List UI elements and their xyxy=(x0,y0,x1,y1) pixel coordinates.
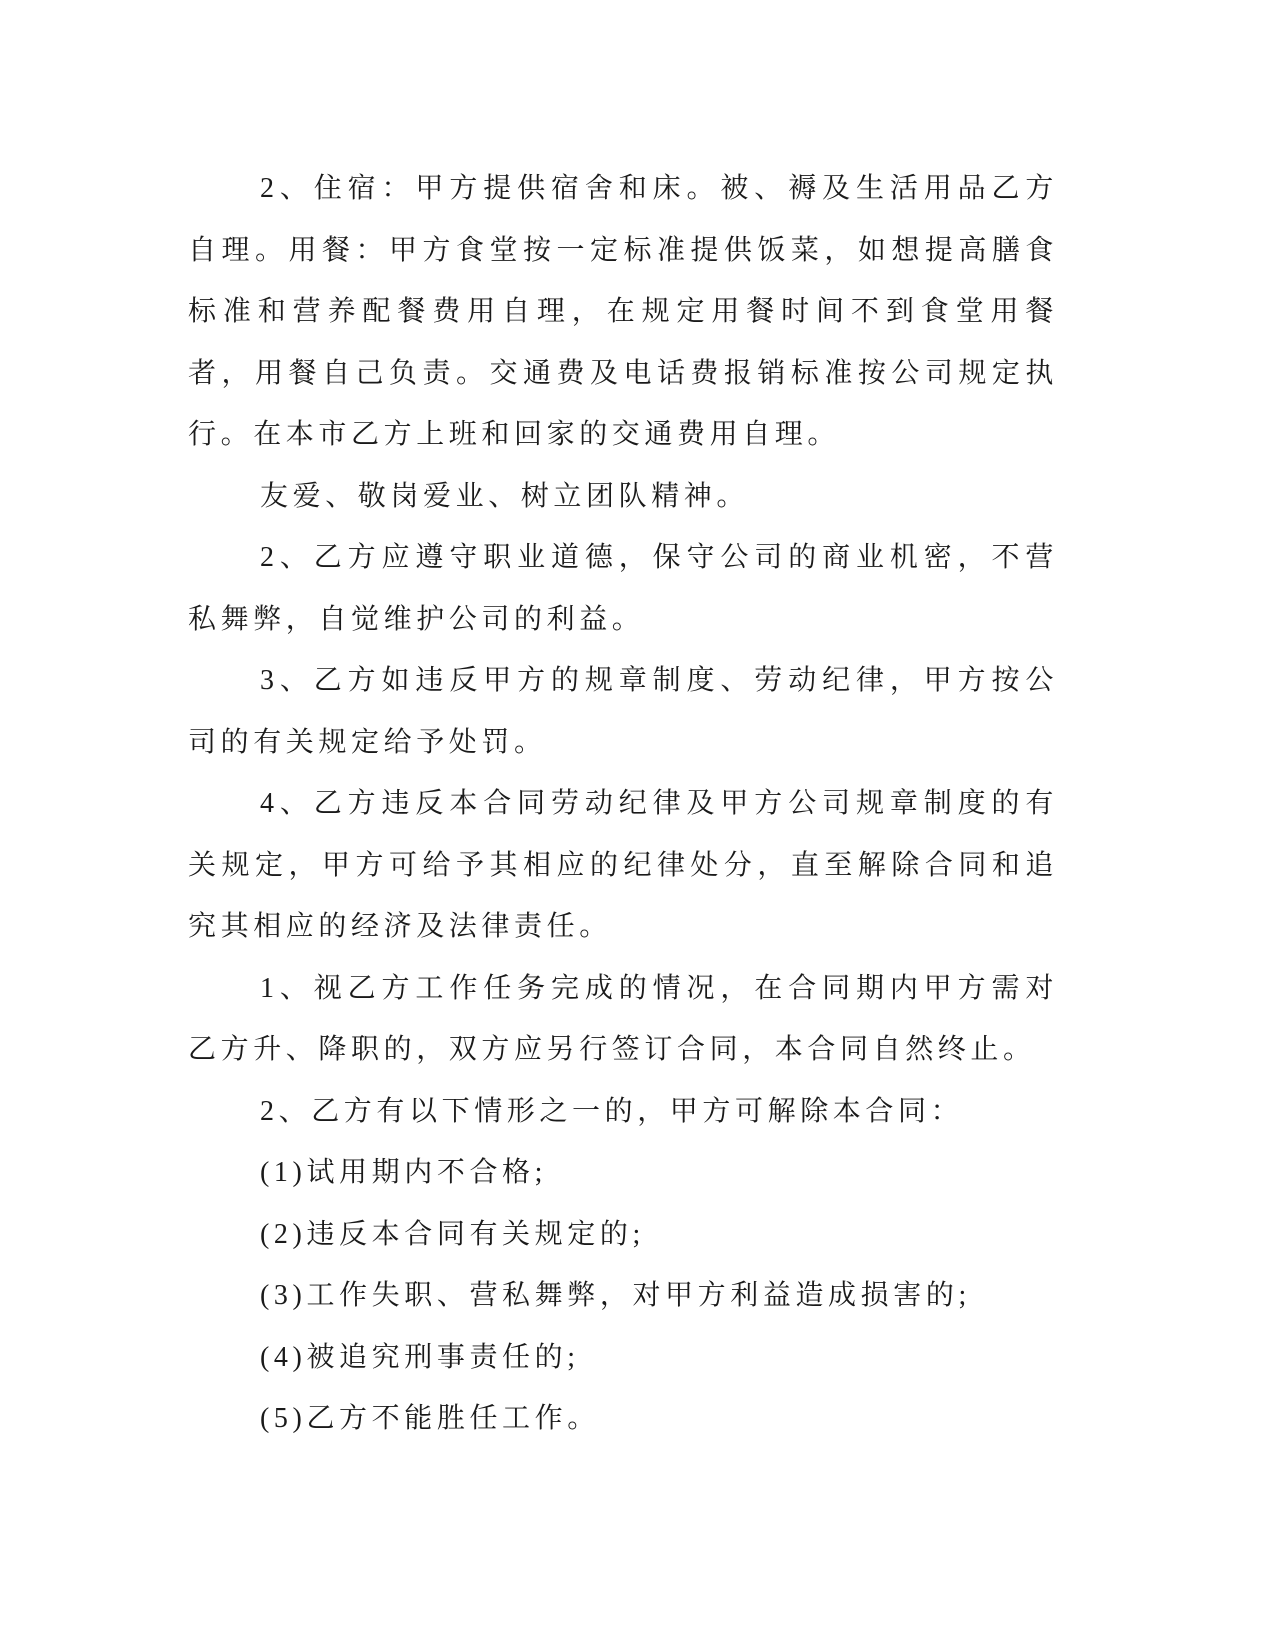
list-item: (1)试用期内不合格; xyxy=(260,1157,548,1188)
paragraph-disciplinary-action: 4、乙方违反本合同劳动纪律及甲方公司规章制度的有关规定，甲方可给予其相应的纪律处分，直至解除合同和追究其相应的经济及法律责任。 xyxy=(188,788,1058,942)
paragraph-team-spirit: 友爱、敬岗爱业、树立团队精神。 xyxy=(260,480,750,512)
paragraph-accommodation-meals: 2、住宿：甲方提供宿舍和床。被、褥及生活用品乙方自理。用餐：甲方食堂按一定标准提供饭菜，如想提高膳食标准和营养配餐费用自理，在规定用餐时间不到食堂用餐者，用餐自己负责。交通费及电话费报销标准按公司规定执行。在本市乙方上班和回家的交通费用自理。 xyxy=(188,173,1058,450)
list-item: (4)被追究刑事责任的; xyxy=(260,1341,580,1373)
document-body xyxy=(188,158,1058,1450)
paragraph-promotion-demotion: 1、视乙方工作任务完成的情况，在合同期内甲方需对乙方升、降职的，双方应另行签订合同，本合同自然终止。 xyxy=(188,972,1058,1065)
paragraph-professional-ethics: 2、乙方应遵守职业道德，保守公司的商业机密，不营私舞弊，自觉维护公司的利益。 xyxy=(188,542,1058,635)
list-item: (3)工作失职、营私舞弊，对甲方利益造成损害的; xyxy=(260,1280,971,1311)
list-item: (5)乙方不能胜任工作。 xyxy=(260,1403,600,1434)
paragraph-violation-penalty: 3、乙方如违反甲方的规章制度、劳动纪律，甲方按公司的有关规定给予处罚。 xyxy=(188,665,1058,758)
list-item: (2)违反本合同有关规定的; xyxy=(260,1218,645,1250)
paragraph-termination-conditions: 2、乙方有以下情形之一的，甲方可解除本合同： xyxy=(260,1095,964,1127)
